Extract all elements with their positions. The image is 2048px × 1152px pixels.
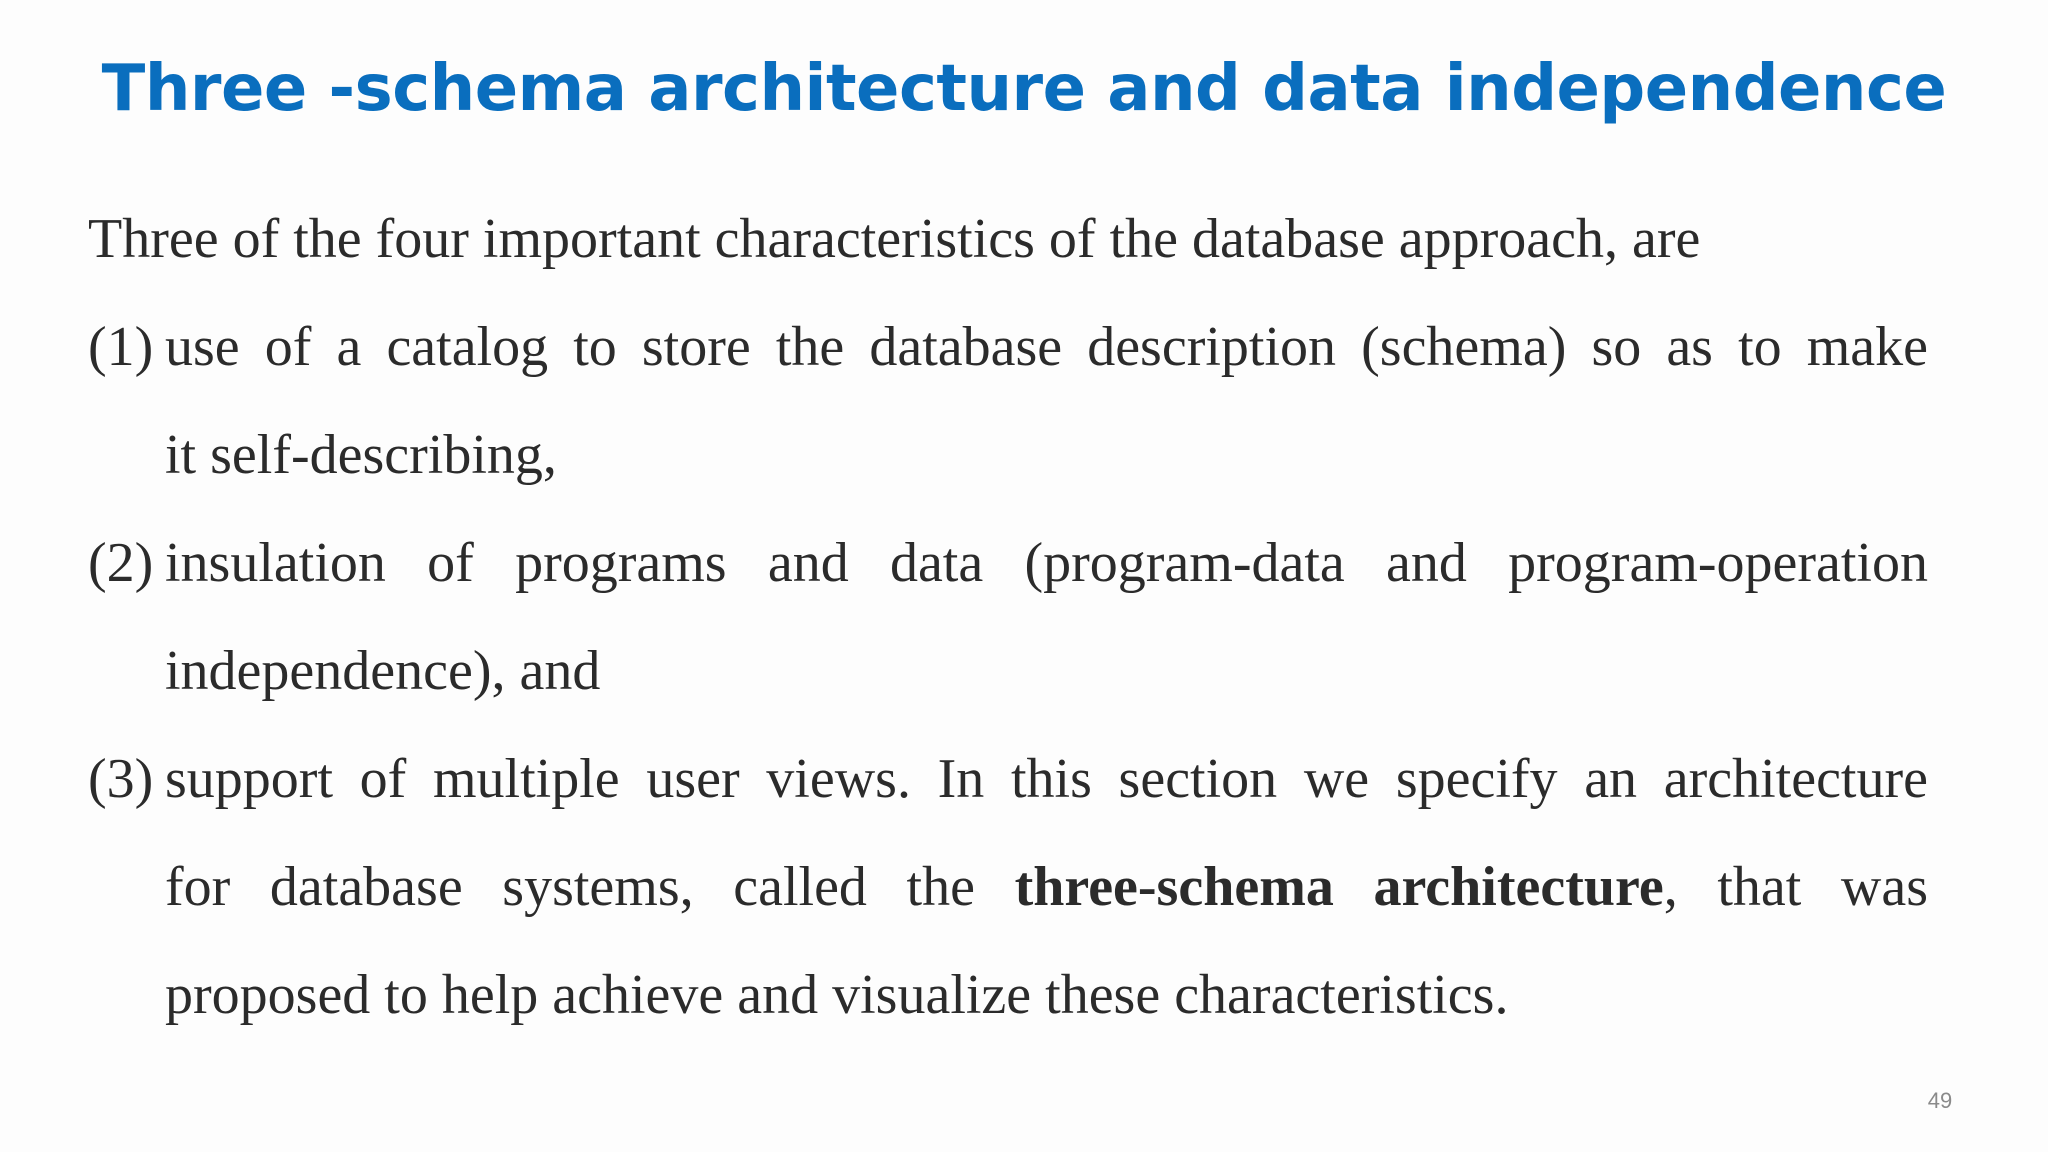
slide-title: Three -schema architecture and data independence bbox=[101, 52, 1947, 126]
list-item-2-continuation bbox=[88, 617, 1928, 725]
page-number: 49 bbox=[1927, 1088, 1953, 1113]
item-text-line: independence), and bbox=[165, 640, 601, 702]
item-text-line: proposed to help achieve and visualize these characteristics. bbox=[165, 964, 1509, 1026]
emphasis-term: three-schema architecture bbox=[1014, 856, 1664, 918]
item-text-segment: for database systems, called the bbox=[165, 856, 975, 918]
item-number: (3) bbox=[88, 748, 154, 810]
list-item-1 bbox=[88, 293, 1928, 401]
list-item-2 bbox=[88, 509, 1928, 617]
item-text-line-mixed bbox=[165, 833, 1928, 941]
item-text-segment: , that was bbox=[1663, 856, 1928, 918]
item-number: (1) bbox=[88, 316, 154, 378]
item-text-line: it self-describing, bbox=[165, 424, 557, 486]
list-item-3-continuation-2 bbox=[88, 941, 1928, 1049]
list-item-1-continuation bbox=[88, 401, 1928, 509]
item-text-line: insulation of programs and data (program-data and program-operation bbox=[165, 532, 1928, 594]
list-item-3-continuation bbox=[88, 833, 1928, 941]
item-text-line: support of multiple user views. In this section we specify an architecture bbox=[165, 748, 1928, 810]
intro-line: Three of the four important characteristics of the database approach, are bbox=[88, 208, 1701, 270]
list-item-3 bbox=[88, 725, 1928, 833]
item-text-line: use of a catalog to store the database description (schema) so as to make bbox=[165, 316, 1928, 378]
item-number: (2) bbox=[88, 532, 154, 594]
